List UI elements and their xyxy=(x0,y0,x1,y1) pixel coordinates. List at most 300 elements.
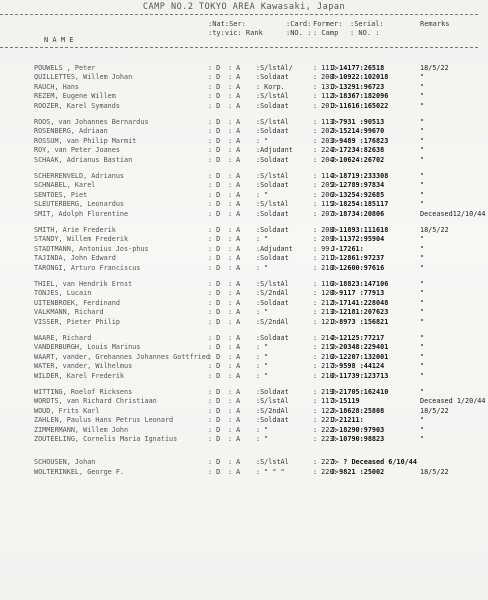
table-row xyxy=(0,372,488,381)
table-row xyxy=(0,299,488,308)
card-no-cell: : 121: xyxy=(313,317,338,326)
card-no-cell: : 221: xyxy=(313,416,338,425)
rank-cell: :Adjudant xyxy=(256,244,293,253)
remarks-cell: " xyxy=(420,190,425,199)
name-cell: TAJINDA, John Edward xyxy=(34,254,116,263)
nationality-cell: : D xyxy=(208,458,221,467)
nationality-cell: : D xyxy=(208,172,221,180)
name-cell: WAART, vander, Grehannes Johannes Gottfried xyxy=(34,352,210,361)
card-no-cell: : 218: xyxy=(313,371,338,380)
remarks-cell: Deceased12/10/44 xyxy=(420,209,486,218)
card-no-cell: : 205: xyxy=(313,181,338,190)
remarks-cell: " xyxy=(420,172,425,180)
service-cell: : A xyxy=(228,308,241,317)
serial-no-cell: J- ? Deceased 6/10/44 xyxy=(331,458,417,467)
name-cell: QUILLETTES, Willem Johan xyxy=(34,73,133,82)
nationality-cell: : D xyxy=(208,416,221,425)
remarks-cell: 18/5/22 xyxy=(420,406,449,415)
table-row xyxy=(0,280,488,289)
nationality-cell: : D xyxy=(208,155,221,164)
remarks-cell: " xyxy=(420,435,425,443)
serial-no-cell: J-13291:96723 xyxy=(331,82,385,91)
serial-no-cell: J-15119 xyxy=(331,397,360,406)
card-no-cell: : 223: xyxy=(313,435,338,443)
rank-cell: : " xyxy=(256,362,269,371)
remarks-cell: " xyxy=(420,244,425,253)
card-no-cell: : 131: xyxy=(313,82,338,91)
nationality-cell: : D xyxy=(208,263,221,272)
remarks-cell: 18/5/22 xyxy=(420,467,449,476)
name-cell: SCHOUSEN, Johan xyxy=(34,458,96,467)
nationality-cell: : D xyxy=(208,127,221,136)
name-cell: SCHNABEL, Karel xyxy=(34,181,96,190)
table-row xyxy=(0,426,488,435)
rank-cell: :Soldaat xyxy=(256,127,289,136)
remarks-cell: " xyxy=(420,200,425,209)
serial-no-cell: J-10922:102018 xyxy=(331,73,389,82)
serial-no-cell: J-9117 :77913 xyxy=(331,289,385,298)
remarks-cell: " xyxy=(420,82,425,91)
service-cell: : A xyxy=(228,458,241,467)
serial-no-cell: J-12125:77217 xyxy=(331,334,385,342)
name-cell: ZAHLEN, Paulus Hans Petrus Leonard xyxy=(34,416,174,425)
table-row xyxy=(0,200,488,209)
remarks-cell: " xyxy=(420,298,425,307)
service-cell: : A xyxy=(228,388,241,396)
service-cell: : A xyxy=(228,136,241,145)
table-row xyxy=(0,264,488,273)
nationality-cell: : D xyxy=(208,209,221,218)
name-cell: ROOZER, Karel Symands xyxy=(34,101,120,110)
remarks-cell: " xyxy=(420,362,425,371)
rank-cell: :Soldaat xyxy=(256,254,289,263)
serial-no-cell: J-17234:82638 xyxy=(331,146,385,155)
rank-cell: : " xyxy=(256,425,269,434)
rank-cell: :Soldaat xyxy=(256,416,289,425)
service-cell: : A xyxy=(228,263,241,272)
remarks-cell: " xyxy=(420,343,425,352)
service-cell: : A xyxy=(228,92,241,101)
name-cell: THIEL, van Hendrik Ernst xyxy=(34,280,133,288)
nationality-cell: : D xyxy=(208,343,221,352)
service-cell: : A xyxy=(228,155,241,164)
nationality-cell: : D xyxy=(208,371,221,380)
header-divider-bottom xyxy=(0,47,478,48)
service-cell: : A xyxy=(228,82,241,91)
nationality-cell: : D xyxy=(208,235,221,244)
serial-no-cell: J-14177:26518 xyxy=(331,64,385,72)
header-name: N A M E xyxy=(44,36,74,44)
serial-no-cell: J-11739:123713 xyxy=(331,371,389,380)
rank-cell: :Soldaat xyxy=(256,209,289,218)
remarks-cell: " xyxy=(420,308,425,317)
name-cell: ROY, van Peter Joanes xyxy=(34,146,120,155)
table-row xyxy=(0,308,488,317)
remarks-cell: 18/5/22 xyxy=(420,64,449,72)
serial-no-cell: J-13254:92685 xyxy=(331,190,385,199)
serial-no-cell: J-10624:26702 xyxy=(331,155,385,164)
remarks-cell: " xyxy=(420,146,425,155)
rank-cell: :S/lstAl xyxy=(256,458,289,467)
card-no-cell: : 111: xyxy=(313,64,338,72)
nationality-cell: : D xyxy=(208,181,221,190)
name-cell: VALKMANN, Richard xyxy=(34,308,104,317)
service-cell: : A xyxy=(228,334,241,342)
serial-no-cell: J-11616:165022 xyxy=(331,101,389,110)
rank-cell: :S/lstAl xyxy=(256,118,289,126)
nationality-cell: : D xyxy=(208,352,221,361)
rank-cell: :S/lstAl xyxy=(256,397,289,406)
nationality-cell: : D xyxy=(208,101,221,110)
table-row xyxy=(0,318,488,327)
card-no-cell: : 219: xyxy=(313,388,338,396)
card-no-cell: : 200: xyxy=(313,73,338,82)
rank-cell: :Soldaat xyxy=(256,155,289,164)
card-no-cell: : 222: xyxy=(313,425,338,434)
serial-no-cell: J-9598 :44124 xyxy=(331,362,385,371)
service-cell: : A xyxy=(228,101,241,110)
rank-cell: :S/lstAl xyxy=(256,280,289,288)
serial-no-cell: J-12789:97834 xyxy=(331,181,385,190)
name-cell: SMIT, Adolph Florentine xyxy=(34,209,129,218)
service-cell: : A xyxy=(228,416,241,425)
serial-no-cell: J-12861:97237 xyxy=(331,254,385,263)
name-cell: ZIMMERMANN, Willem John xyxy=(34,425,129,434)
serial-no-cell: J-20348:229401 xyxy=(331,343,389,352)
table-row xyxy=(0,458,488,467)
rank-cell: : " xyxy=(256,235,269,244)
rank-cell: :Soldaat xyxy=(256,388,289,396)
nationality-cell: : D xyxy=(208,317,221,326)
nationality-cell: : D xyxy=(208,298,221,307)
nationality-cell: : D xyxy=(208,118,221,126)
name-cell: SLEUTERBERG, Leonardus xyxy=(34,200,125,209)
remarks-cell: " xyxy=(420,334,425,342)
card-no-cell: : 116: xyxy=(313,280,338,288)
table-row xyxy=(0,64,488,73)
name-cell: STADTMANN, Antonius Jos-phus xyxy=(34,244,149,253)
card-no-cell: : 212: xyxy=(313,298,338,307)
rank-cell: : " xyxy=(256,343,269,352)
service-cell: : A xyxy=(228,200,241,209)
table-row xyxy=(0,343,488,352)
rank-cell: :Soldaat xyxy=(256,181,289,190)
nationality-cell: : D xyxy=(208,73,221,82)
rank-cell: :S/2ndAl xyxy=(256,289,289,298)
table-row xyxy=(0,388,488,397)
service-cell: : A xyxy=(228,280,241,288)
service-cell: : A xyxy=(228,226,241,234)
remarks-cell: Deceased 1/20/44 xyxy=(420,397,486,406)
header-nat-service-rank: :Nat:Ser: :ty:vic: Rank xyxy=(208,20,263,37)
nationality-cell: : D xyxy=(208,406,221,415)
card-no-cell: : 213: xyxy=(313,308,338,317)
card-no-cell: : 208: xyxy=(313,226,338,234)
table-row xyxy=(0,353,488,362)
name-cell: REZEM, Eugene Willem xyxy=(34,92,116,101)
table-row xyxy=(0,235,488,244)
nationality-cell: : D xyxy=(208,244,221,253)
card-no-cell: : 214: xyxy=(313,334,338,342)
name-cell: UITENBROEK, Ferdinand xyxy=(34,298,120,307)
service-cell: : A xyxy=(228,118,241,126)
service-cell: : A xyxy=(228,362,241,371)
serial-no-cell: J-18734:20806 xyxy=(331,209,385,218)
card-no-cell: : 120: xyxy=(313,289,338,298)
nationality-cell: : D xyxy=(208,388,221,396)
header-serial-no: :Serial: : NO. : xyxy=(350,20,384,37)
rank-cell: :Soldaat xyxy=(256,101,289,110)
card-no-cell: : 201: xyxy=(313,101,338,110)
nationality-cell: : D xyxy=(208,64,221,72)
remarks-cell: " xyxy=(420,118,425,126)
name-cell: SCHERRENVELD, Adrianus xyxy=(34,172,125,180)
nationality-cell: : D xyxy=(208,92,221,101)
remarks-cell: " xyxy=(420,254,425,263)
rank-cell: : " xyxy=(256,136,269,145)
serial-no-cell: J-18719:233308 xyxy=(331,172,389,180)
card-no-cell: : 202: xyxy=(313,127,338,136)
service-cell: : A xyxy=(228,425,241,434)
table-row xyxy=(0,226,488,235)
nationality-cell: : D xyxy=(208,200,221,209)
name-cell: VISSER, Pieter Philip xyxy=(34,317,120,326)
nationality-cell: : D xyxy=(208,289,221,298)
nationality-cell: : D xyxy=(208,362,221,371)
serial-no-cell: J-18628:25808 xyxy=(331,406,385,415)
remarks-cell: " xyxy=(420,155,425,164)
remarks-cell: " xyxy=(420,101,425,110)
card-no-cell: : 227: xyxy=(313,458,338,467)
serial-no-cell: J-21705:162410 xyxy=(331,388,389,396)
nationality-cell: : D xyxy=(208,435,221,443)
card-no-cell: : 117: xyxy=(313,397,338,406)
card-no-cell: : 203: xyxy=(313,136,338,145)
service-cell: : A xyxy=(228,172,241,180)
table-row xyxy=(0,73,488,82)
name-cell: SCHAAK, Adrianus Bastian xyxy=(34,155,133,164)
serial-no-cell: J-7931 :90513 xyxy=(331,118,385,126)
nationality-cell: : D xyxy=(208,280,221,288)
serial-no-cell: J-18290:97903 xyxy=(331,425,385,434)
table-row xyxy=(0,172,488,181)
serial-no-cell: J-12181:207623 xyxy=(331,308,389,317)
rank-cell: :Soldaat xyxy=(256,226,289,234)
table-row xyxy=(0,102,488,111)
name-cell: VANDERBURGH, Louis Marinus xyxy=(34,343,141,352)
table-row xyxy=(0,254,488,263)
rank-cell: :Soldaat xyxy=(256,298,289,307)
name-cell: SENTOES, Piet xyxy=(34,190,88,199)
nationality-cell: : D xyxy=(208,136,221,145)
rank-cell: : " xyxy=(256,308,269,317)
rank-cell: :S/2ndAl xyxy=(256,406,289,415)
service-cell: : A xyxy=(228,181,241,190)
serial-no-cell: J-12600:97616 xyxy=(331,263,385,272)
remarks-cell: " xyxy=(420,289,425,298)
name-cell: WOLTERINKEL, George F. xyxy=(34,467,125,476)
rank-cell: :S/lstAl xyxy=(256,92,289,101)
rank-cell: :S/2ndAl xyxy=(256,317,289,326)
service-cell: : A xyxy=(228,64,241,72)
serial-no-cell: J-17141:228048 xyxy=(331,298,389,307)
name-cell: RAUCH, Hans xyxy=(34,82,80,91)
table-row xyxy=(0,137,488,146)
remarks-cell: 18/5/22 xyxy=(420,226,449,234)
header-divider xyxy=(0,14,478,15)
rank-cell: : " " " xyxy=(256,467,285,476)
service-cell: : A xyxy=(228,289,241,298)
name-cell: STANDY, Willem Frederik xyxy=(34,235,129,244)
serial-no-cell: J-18367:182096 xyxy=(331,92,389,101)
serial-no-cell: J-21211: xyxy=(331,416,364,425)
remarks-cell: " xyxy=(420,73,425,82)
remarks-cell: " xyxy=(420,235,425,244)
serial-no-cell: J-10790:98823 xyxy=(331,435,385,443)
service-cell: : A xyxy=(228,298,241,307)
name-cell: WATER, vander, Wilhelmus xyxy=(34,362,133,371)
service-cell: : A xyxy=(228,254,241,263)
name-cell: ROSSUM, van Philip Marmit xyxy=(34,136,137,145)
name-cell: ROOS, van Johannes Bernardus xyxy=(34,118,149,126)
rank-cell: :Soldaat xyxy=(256,334,289,342)
nationality-cell: : D xyxy=(208,334,221,342)
service-cell: : A xyxy=(228,235,241,244)
service-cell: : A xyxy=(228,209,241,218)
table-row xyxy=(0,468,488,477)
card-no-cell: : 206: xyxy=(313,190,338,199)
card-no-cell: : 209: xyxy=(313,235,338,244)
nationality-cell: : D xyxy=(208,82,221,91)
nationality-cell: : D xyxy=(208,190,221,199)
card-no-cell: : 114: xyxy=(313,172,338,180)
table-row xyxy=(0,156,488,165)
name-cell: WAARE, Richard xyxy=(34,334,92,342)
remarks-cell: " xyxy=(420,317,425,326)
remarks-cell: " xyxy=(420,181,425,190)
table-row xyxy=(0,127,488,136)
card-no-cell: : 113: xyxy=(313,118,338,126)
card-no-cell: : 224: xyxy=(313,146,338,155)
nationality-cell: : D xyxy=(208,397,221,406)
table-row xyxy=(0,83,488,92)
service-cell: : A xyxy=(228,73,241,82)
document-title: CAMP NO.2 TOKYO AREA Kawasaki, Japan xyxy=(142,2,346,12)
table-row xyxy=(0,92,488,101)
table-row xyxy=(0,210,488,219)
rank-cell: : " xyxy=(256,352,269,361)
nationality-cell: : D xyxy=(208,146,221,155)
header-remarks: Remarks xyxy=(420,20,450,28)
table-row xyxy=(0,191,488,200)
remarks-cell: " xyxy=(420,127,425,136)
remarks-cell: " xyxy=(420,92,425,101)
service-cell: : A xyxy=(228,317,241,326)
card-no-cell: : 207: xyxy=(313,209,338,218)
service-cell: : A xyxy=(228,127,241,136)
card-no-cell: : 112: xyxy=(313,92,338,101)
name-cell: TARONGI, Arturo Franciscus xyxy=(34,263,141,272)
name-cell: WORDTS, van Richard Christiaan xyxy=(34,397,157,406)
rank-cell: : " xyxy=(256,435,269,443)
table-row xyxy=(0,146,488,155)
name-cell: TONJES, Lucain xyxy=(34,289,92,298)
service-cell: : A xyxy=(228,467,241,476)
remarks-cell: " xyxy=(420,352,425,361)
card-no-cell: : 204: xyxy=(313,155,338,164)
serial-no-cell: J-15214:99670 xyxy=(331,127,385,136)
remarks-cell: " xyxy=(420,136,425,145)
serial-no-cell: J-8973 :156821 xyxy=(331,317,389,326)
table-row xyxy=(0,397,488,406)
nationality-cell: : D xyxy=(208,425,221,434)
service-cell: : A xyxy=(228,146,241,155)
serial-no-cell: J-17261: xyxy=(331,244,364,253)
name-cell: WITTING, Roelof Ricksens xyxy=(34,388,133,396)
name-cell: ZOUTEELING, Cornelis Maria Ignatius xyxy=(34,435,178,443)
card-no-cell: : 210: xyxy=(313,263,338,272)
rank-cell: :Soldaat xyxy=(256,73,289,82)
service-cell: : A xyxy=(228,435,241,443)
table-row xyxy=(0,118,488,127)
name-cell: SMITH, Arie Frederik xyxy=(34,226,116,234)
remarks-cell: " xyxy=(420,263,425,272)
nationality-cell: : D xyxy=(208,226,221,234)
table-row xyxy=(0,289,488,298)
service-cell: : A xyxy=(228,190,241,199)
table-row xyxy=(0,181,488,190)
service-cell: : A xyxy=(228,397,241,406)
remarks-cell: " xyxy=(420,425,425,434)
service-cell: : A xyxy=(228,371,241,380)
name-cell: ROSENBERG, Adriaan xyxy=(34,127,108,136)
rank-cell: :S/lstAl xyxy=(256,172,289,180)
serial-no-cell: J-9489 :176823 xyxy=(331,136,389,145)
table-row xyxy=(0,407,488,416)
name-cell: WILDER, Karel Frederik xyxy=(34,371,125,380)
service-cell: : A xyxy=(228,406,241,415)
nationality-cell: : D xyxy=(208,467,221,476)
remarks-cell: " xyxy=(420,280,425,288)
service-cell: : A xyxy=(228,343,241,352)
card-no-cell: : 211: xyxy=(313,254,338,263)
rank-cell: : " xyxy=(256,371,269,380)
rank-cell: : Korp. xyxy=(256,82,285,91)
table-row xyxy=(0,416,488,425)
table-row xyxy=(0,362,488,371)
serial-no-cell: J-12207:132001 xyxy=(331,352,389,361)
name-cell: WOUD, Frits Karl xyxy=(34,406,100,415)
serial-no-cell: J-9821 :25002 xyxy=(331,467,385,476)
nationality-cell: : D xyxy=(208,254,221,263)
service-cell: : A xyxy=(228,244,241,253)
table-row xyxy=(0,435,488,444)
remarks-cell: " xyxy=(420,416,425,425)
serial-no-cell: J-11893:111618 xyxy=(331,226,389,234)
card-no-cell: : 99: xyxy=(313,244,334,253)
card-no-cell: : 217: xyxy=(313,362,338,371)
header-card-no: :Card: :NO. : xyxy=(286,20,312,37)
card-no-cell: : 228: xyxy=(313,467,338,476)
rank-cell: : " xyxy=(256,190,269,199)
rank-cell: :S/lstAl xyxy=(256,200,289,209)
serial-no-cell: J-11372:95904 xyxy=(331,235,385,244)
header-former-camp: Former: : Camp xyxy=(313,20,343,37)
card-no-cell: : 122: xyxy=(313,406,338,415)
table-row xyxy=(0,334,488,343)
serial-no-cell: J-18254:185117 xyxy=(331,200,389,209)
serial-no-cell: J-18823:147106 xyxy=(331,280,389,288)
